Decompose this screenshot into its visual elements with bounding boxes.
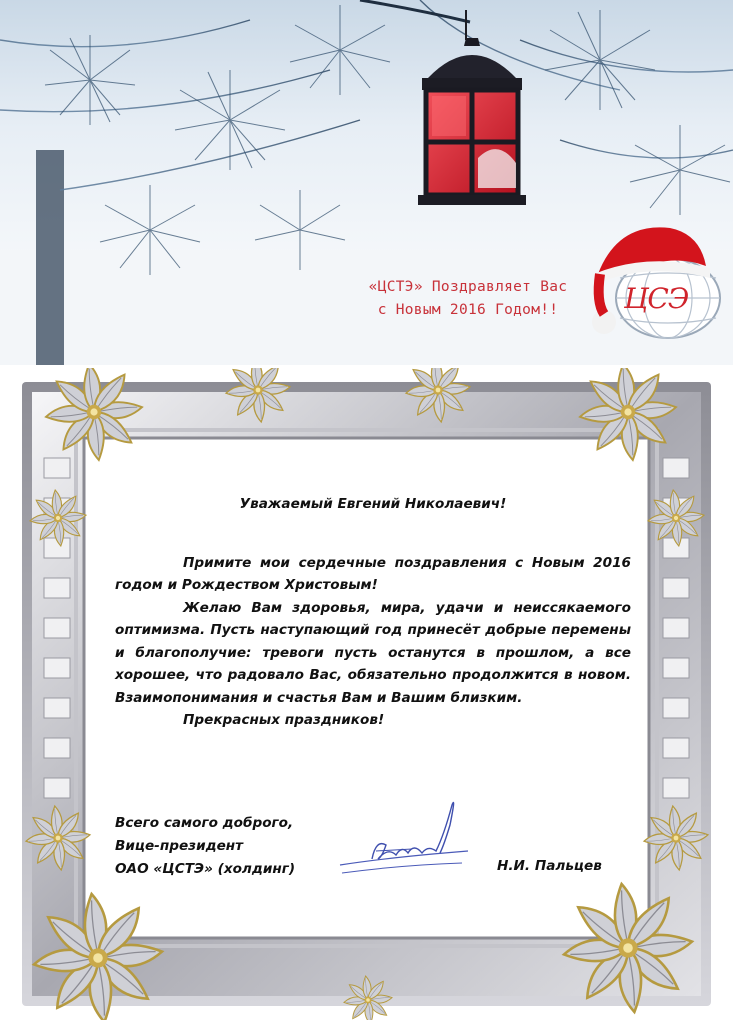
paragraph-1: Примите мои сердечные поздравления с Новым 2016 годом и Рождеством Христовым!: [115, 554, 631, 593]
paragraph-3: Прекрасных праздников!: [183, 712, 385, 728]
lantern: [418, 38, 526, 205]
salutation: Уважаемый Евгений Николаевич!: [239, 496, 507, 512]
header-banner: [0, 0, 733, 365]
letter-body: [115, 493, 631, 732]
signature-block: [115, 812, 295, 881]
signer-position: Вице-президент: [115, 838, 244, 854]
greeting-line-1: «ЦСТЭ» Поздравляет Вас: [368, 279, 568, 295]
company-logo: [588, 222, 728, 342]
handwritten-signature: [332, 795, 472, 885]
greeting-line-2: с Новым 2016 Годом!!: [377, 302, 559, 318]
header-greeting: [338, 276, 598, 322]
closing-line: Всего самого доброго,: [115, 815, 294, 831]
signer-name: Н.И. Пальцев: [497, 858, 602, 874]
logo-text: ЦСЭ: [624, 282, 689, 315]
signer-organization: ОАО «ЦСТЭ» (холдинг): [115, 861, 296, 877]
paragraph-2: Желаю Вам здоровья, мира, удачи и неиссякаемого оптимизма. Пусть наступающий год принесёт добрые перемены и благополучие: тревоги пусть останутся в прошлом, а все хорошее, что радовало Вас, обязательно продолжится в новом. Взаимопонимания и счастья Вам и Вашим близким.: [115, 599, 631, 706]
